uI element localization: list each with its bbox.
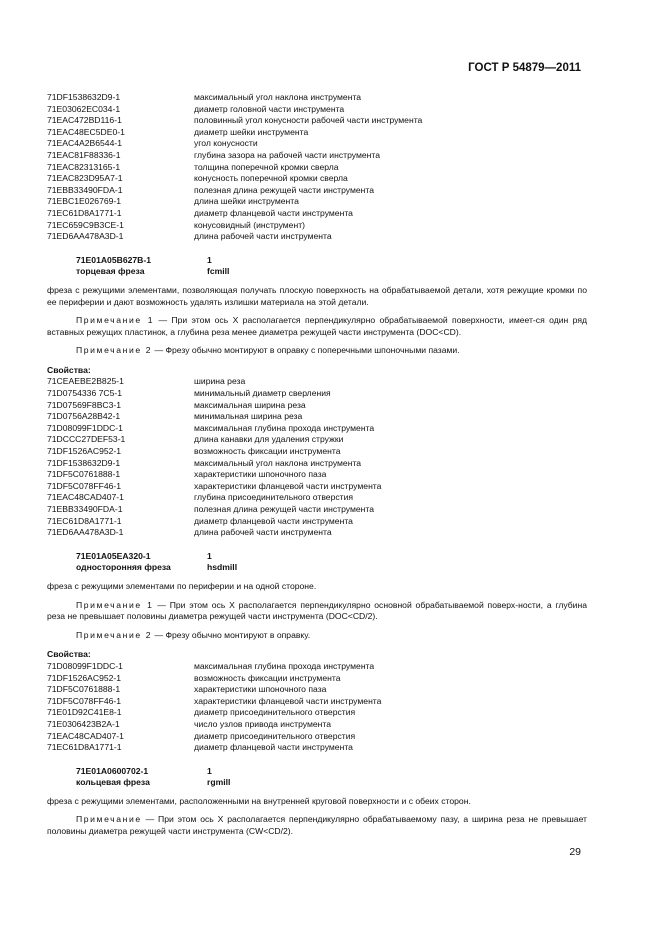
property-code: 71EC61D8A1771-1: [47, 515, 122, 526]
property-code: 71DF1526AC952-1: [47, 446, 122, 457]
note: [47, 814, 587, 837]
property-code: 71EAC82313165-1: [47, 161, 121, 172]
property-row: [47, 411, 587, 423]
property-row: [47, 481, 587, 493]
property-row: [47, 492, 587, 504]
term-code: 71E01A0600702-1: [76, 765, 149, 776]
property-code: 71D08099F1DDC-1: [47, 422, 123, 433]
property-row: [47, 127, 587, 139]
property-row: [47, 661, 587, 673]
property-code: 71EAC48EC5DE0-1: [47, 126, 125, 137]
term-entry: [76, 255, 587, 278]
property-desc: максимальная глубина прохода инструмента: [194, 660, 375, 671]
term-definition: фреза с режущими элементами, расположенными на внутренней круговой поверхности и с обеих сторон.: [47, 795, 471, 806]
note: [47, 315, 587, 338]
property-code: 71EAC823D95A7-1: [47, 173, 123, 184]
property-row: [47, 104, 587, 116]
term-name-en: hsdmill: [207, 562, 238, 573]
property-code: 71EAC81F88336-1: [47, 149, 121, 160]
term-version: 1: [207, 765, 212, 776]
property-row: [47, 162, 587, 174]
properties-list-top: [47, 92, 587, 243]
note: [47, 600, 587, 623]
property-code: 71CEAEBE2B825-1: [47, 376, 124, 387]
property-desc: угол конусности: [194, 138, 258, 149]
property-desc: число узлов привода инструмента: [194, 718, 332, 729]
property-code: 71ED6AA478A3D-1: [47, 527, 124, 538]
property-desc: диаметр головной части инструмента: [194, 103, 345, 114]
property-desc: длина рабочей части инструмента: [194, 527, 332, 538]
property-row: [47, 92, 587, 104]
property-desc: возможность фиксации инструмента: [194, 672, 341, 683]
property-code: 71DF5C0761888-1: [47, 469, 121, 480]
term-code-row: [76, 551, 587, 563]
note-text: — При этом ось X располагается перпендикулярно основной обрабатываемой поверх-ности, а глубина реза не превышает половины диаметра режущей части инструмента (DOC<CD/2).: [47, 599, 587, 622]
property-desc: диаметр присоединительного отверстия: [194, 707, 356, 718]
properties-list: [47, 661, 587, 754]
note-label: Примечание 1: [76, 315, 155, 326]
property-row: [47, 220, 587, 232]
property-row: [47, 458, 587, 470]
property-row: [47, 376, 587, 388]
property-code: 71EC61D8A1771-1: [47, 207, 122, 218]
note-label: Примечание 2: [76, 629, 153, 640]
property-code: 71D0756A28B42-1: [47, 411, 121, 422]
property-row: [47, 173, 587, 185]
property-code: 71DF5C078FF46-1: [47, 480, 122, 491]
property-desc: половинный угол конусности рабочей части инструмента: [194, 115, 423, 126]
term-code: 71E01A05B627B-1: [76, 254, 152, 265]
page-number: 29: [569, 846, 581, 858]
property-row: [47, 138, 587, 150]
property-desc: диаметр присоединительного отверстия: [194, 730, 356, 741]
property-code: 71ED6AA478A3D-1: [47, 231, 124, 242]
property-code: 71EBB33490FDA-1: [47, 184, 123, 195]
property-code: 71EAC48CAD407-1: [47, 730, 124, 741]
property-code: 71EAC472BD116-1: [47, 115, 122, 126]
note-label: Примечание: [76, 814, 142, 825]
note: [47, 345, 587, 357]
property-desc: толщина поперечной кромки сверла: [194, 161, 339, 172]
term-name-ru: односторонняя фреза: [76, 562, 171, 573]
property-desc: длина шейки инструмента: [194, 196, 299, 207]
property-row: [47, 707, 587, 719]
property-code: 71DF1526AC952-1: [47, 672, 122, 683]
property-row: [47, 684, 587, 696]
property-code: 71D0754336 7C5-1: [47, 388, 123, 399]
property-code: 71EAC48CAD407-1: [47, 492, 124, 503]
property-row: [47, 231, 587, 243]
property-desc: максимальный угол наклона инструмента: [194, 457, 362, 468]
property-row: [47, 731, 587, 743]
term-code-row: [76, 255, 587, 267]
property-code: 71D07569F8BC3-1: [47, 399, 122, 410]
property-desc: максимальная ширина реза: [194, 399, 306, 410]
property-code: 71D08099F1DDC-1: [47, 660, 123, 671]
page-body: [47, 92, 587, 838]
note-text: — При этом ось X располагается перпендикулярно обрабатываемой поверхности, имеет-ся один ряд вставных режущих пластинок, а глубина реза менее диаметра режущей части инструмента (DOC<CD).: [47, 315, 587, 337]
property-code: 71DCCC27DEF53-1: [47, 434, 126, 445]
property-desc: длина канавки для удаления стружки: [194, 434, 344, 445]
property-code: 71EC61D8A1771-1: [47, 742, 122, 753]
property-row: [47, 673, 587, 685]
property-desc: диаметр фланцевой части инструмента: [194, 515, 353, 526]
note-text: — При этом ось X располагается перпендикулярно обрабатываемому пазу, а ширина реза не превышает половины диаметра режущей части инструмента (CW<CD/2).: [47, 814, 587, 837]
term-version: 1: [207, 550, 212, 561]
document-header: ГОСТ Р 54879—2011: [468, 62, 581, 74]
property-row: [47, 400, 587, 412]
property-desc: диаметр фланцевой части инструмента: [194, 742, 353, 753]
property-code: 71DF1538632D9-1: [47, 457, 121, 468]
property-row: [47, 742, 587, 754]
property-code: 71DF5C0761888-1: [47, 684, 121, 695]
term-code-row: [76, 766, 587, 778]
property-row: [47, 434, 587, 446]
term-name-row: [76, 266, 587, 278]
property-row: [47, 185, 587, 197]
property-desc: диаметр шейки инструмента: [194, 126, 309, 137]
property-desc: возможность фиксации инструмента: [194, 446, 341, 457]
property-desc: характеристики шпоночного паза: [194, 469, 327, 480]
term-code: 71E01A05EA320-1: [76, 550, 151, 561]
term-name-row: [76, 562, 587, 574]
property-desc: глубина зазора на рабочей части инструмента: [194, 149, 381, 160]
note-text: — Фрезу обычно монтируют в оправку.: [152, 629, 311, 640]
properties-list: [47, 376, 587, 538]
property-desc: характеристики фланцевой части инструмента: [194, 480, 382, 491]
property-row: [47, 150, 587, 162]
property-desc: характеристики фланцевой части инструмента: [194, 695, 382, 706]
property-row: [47, 196, 587, 208]
note-label: Примечание 1: [76, 599, 154, 610]
property-row: [47, 516, 587, 528]
property-row: [47, 446, 587, 458]
property-desc: минимальный диаметр сверления: [194, 388, 331, 399]
property-code: 71E0306423B2A-1: [47, 718, 120, 729]
property-row: [47, 208, 587, 220]
term-name-en: fcmill: [207, 266, 230, 277]
property-code: 71E01D92C41E8-1: [47, 707, 122, 718]
property-code: 71EBB33490FDA-1: [47, 504, 123, 514]
property-desc: глубина присоединительного отверстия: [194, 492, 354, 503]
term-name-en: rgmill: [207, 777, 231, 788]
property-row: [47, 469, 587, 481]
property-desc: конусность поперечной кромки сверла: [194, 173, 348, 184]
property-desc: максимальный угол наклона инструмента: [194, 92, 362, 102]
property-desc: минимальная ширина реза: [194, 411, 303, 422]
properties-label: Свойства:: [47, 649, 91, 660]
property-desc: полезная длина режущей части инструмента: [194, 184, 375, 195]
term-name-row: [76, 777, 587, 789]
term-definition: фреза с режущими элементами, позволяющая получать плоскую поверхность на обрабатываемой детали, хотя режущие кромки по ее периферии и дают возможность удалять излишки материала на этой детали.: [47, 284, 587, 307]
property-row: [47, 423, 587, 435]
property-desc: ширина реза: [194, 376, 246, 387]
property-code: 71E03062EC034-1: [47, 103, 121, 114]
property-code: 71EAC4A2B6544-1: [47, 138, 123, 149]
term-entry: [76, 766, 587, 789]
property-row: [47, 719, 587, 731]
property-code: 71EBC1E026769-1: [47, 196, 122, 207]
term-name-ru: торцевая фреза: [76, 266, 145, 277]
property-desc: максимальная глубина прохода инструмента: [194, 422, 375, 433]
term-definition: фреза с режущими элементами по периферии и на одной стороне.: [47, 580, 317, 591]
property-code: 71EC659C9B3CE-1: [47, 219, 124, 230]
property-row: [47, 504, 587, 516]
property-code: 71DF1538632D9-1: [47, 92, 121, 102]
property-desc: длина рабочей части инструмента: [194, 231, 332, 242]
property-row: [47, 115, 587, 127]
property-row: [47, 388, 587, 400]
properties-label: Свойства:: [47, 364, 91, 375]
property-desc: конусовидный (инструмент): [194, 219, 306, 230]
property-desc: характеристики шпоночного паза: [194, 684, 327, 695]
property-desc: диаметр фланцевой части инструмента: [194, 207, 353, 218]
term-entry: [76, 551, 587, 574]
property-code: 71DF5C078FF46-1: [47, 695, 122, 706]
property-row: [47, 527, 587, 539]
term-name-ru: кольцевая фреза: [76, 777, 150, 788]
note: [47, 630, 587, 642]
term-version: 1: [207, 254, 212, 265]
property-row: [47, 696, 587, 708]
property-desc: полезная длина режущей части инструмента: [194, 504, 375, 514]
sections: [47, 255, 587, 838]
note-text: — Фрезу обычно монтируют в оправку с поперечными шпоночными пазами.: [152, 345, 460, 356]
note-label: Примечание 2: [76, 345, 153, 356]
